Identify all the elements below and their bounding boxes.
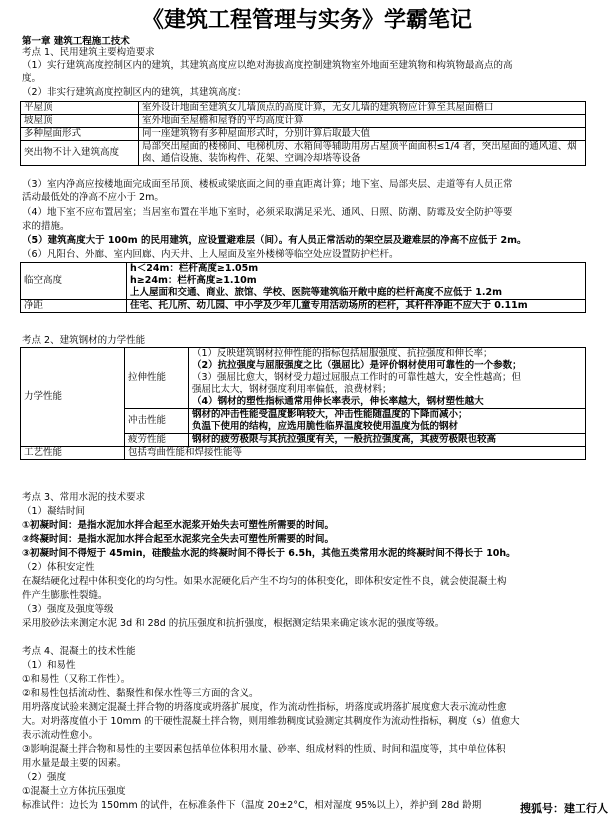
paragraph: （2）强度 — [22, 772, 67, 783]
table-cell: 净距 — [21, 300, 127, 313]
watermark: 搜狐号：建工行人 — [520, 802, 608, 815]
table-cell: 平屋顶 — [21, 102, 139, 115]
paragraph: （2）体积安定性 — [22, 562, 95, 573]
table-line: （3）强屈比愈大，钢材受力超过屈服点工作时的可靠性越大，安全性越高；但 — [192, 372, 522, 383]
table-cell: 局部突出屋面的楼梯间、电梯机房、水箱间等辅助用房占屋顶平面面积≤1/4 者，突出屋面的通风道、烟囱、通信设施、装饰构件、花架、空调冷却塔等设备 — [139, 141, 586, 166]
paragraph: ①初凝时间：是指水泥加水拌合起至水泥浆开始失去可塑性所需要的时间。 — [22, 520, 335, 531]
paragraph: （3）强度及强度等级 — [22, 604, 114, 615]
table-line: 强屈比太大，钢材强度利用率偏低，浪费材料； — [192, 384, 392, 395]
section-heading: 考点 3、常用水泥的技术要求 — [22, 492, 146, 503]
paragraph: 活动最低处的净高不应小于 2m。 — [22, 192, 164, 203]
table-cell: 住宅、托儿所、幼儿园、中小学及少年儿童专用活动场所的栏杆，其杆件净距不应大于 0.11m — [127, 300, 586, 313]
paragraph: （1）实行建筑高度控制区内的建筑，其建筑高度应以绝对海拔高度控制建筑物室外地面至建筑物和构筑物最高点的高 — [22, 60, 513, 71]
table-line: 上人屋面和交通、商业、旅馆、学校、医院等建筑临开敞中庭的栏杆高度不应低于 1.2m — [130, 287, 503, 298]
paragraph: ②和易性包括流动性、黏聚性和保水性等三方面的含义。 — [22, 688, 259, 699]
table-cell: 坡屋顶 — [21, 115, 139, 128]
paragraph: 求的措施。 — [22, 221, 70, 232]
paragraph: （4）地下室不应布置居室；当居室布置在半地下室时，必须采取满足采光、通风、日照、防潮、防霉及安全防护等要 — [22, 207, 513, 218]
paragraph: 大。对坍落度值小于 10mm 的干硬性混凝土拌合物，则用维勃稠度试验测定其稠度作为流动性指标，稠度（s）值愈大 — [22, 716, 520, 727]
paragraph: 在凝结硬化过程中体积变化的均匀性。如果水泥硬化后产生不均匀的体积变化，即体积安定性不良，就会使混凝土构 — [22, 576, 507, 587]
paragraph: （1）凝结时间 — [22, 506, 86, 517]
paragraph: （5）建筑高度大于 100m 的民用建筑，应设置避难层（间）。有人员正常活动的架空层及避难层的净高不应低于 2m。 — [22, 235, 527, 246]
table-row — [21, 141, 586, 166]
paragraph: 用水量是最主要的因素。 — [22, 758, 127, 769]
building-height-table — [20, 101, 586, 166]
table-row — [21, 447, 586, 460]
table-cell: 包括弯曲性能和焊接性能等 — [125, 447, 586, 460]
table-cell: 多种屋面形式 — [21, 128, 139, 141]
table-cell — [127, 263, 586, 300]
table-cell: 钢材的疲劳极限与其抗拉强度有关，一般抗拉强度高，其疲劳极限也较高 — [189, 434, 586, 447]
paragraph: 件产生膨胀性裂缝。 — [22, 590, 108, 601]
paragraph: 标准试件：边长为 150mm 的试件，在标准条件下（温度 20±2°C，相对湿度 95%以上），养护到 28d 龄期 — [22, 800, 482, 811]
table-cell: 同一座建筑物有多种屋面形式时，分别计算后取最大值 — [139, 128, 586, 141]
paragraph: ③影响混凝土拌合物和易性的主要因素包括单位体积用水量、砂率、组成材料的性质、时间和温度等，其中单位体积 — [22, 744, 506, 755]
table-row — [21, 263, 586, 300]
railing-table — [20, 262, 586, 313]
table-cell — [189, 348, 586, 409]
section-heading: 考点 1、民用建筑主要构造要求 — [22, 47, 155, 58]
paragraph: 采用胶砂法来测定水泥 3d 和 28d 的抗压强度和抗折强度，根据测定结果来确定该水泥的强度等级。 — [22, 618, 445, 629]
table-line: h＜24m：栏杆高度≥1.05m — [130, 263, 259, 274]
paragraph: ②终凝时间：是指水泥加水拌合起至水泥浆完全失去可塑性所需要的时间。 — [22, 534, 335, 545]
paragraph: 表示流动性愈小。 — [22, 730, 99, 741]
section-heading: 考点 4、混凝土的技术性能 — [22, 646, 136, 657]
chapter-heading: 第一章 建筑工程施工技术 — [22, 36, 130, 47]
table-cell: 室外设计地面至建筑女儿墙顶点的高度计算，无女儿墙的建筑物应计算至其屋面檐口 — [139, 102, 586, 115]
table-cell: 室外地面至屋檐和屋脊的平均高度计算 — [139, 115, 586, 128]
table-cell: 力学性能 — [21, 348, 125, 447]
table-cell: 疲劳性能 — [125, 434, 189, 447]
table-line: （4）钢材的塑性指标通常用伸长率表示，伸长率越大，钢材塑性越大 — [192, 396, 484, 407]
steel-properties-table — [20, 347, 586, 460]
table-line: （1）反映建筑钢材拉伸性能的指标包括屈服强度、抗拉强度和伸长率； — [192, 348, 493, 359]
section-heading: 考点 2、建筑钢材的力学性能 — [22, 335, 146, 346]
table-row — [21, 300, 586, 313]
table-cell: 临空高度 — [21, 263, 127, 300]
table-line: 负温下使用的结构，应选用脆性临界温度较使用温度为低的钢材 — [192, 421, 459, 432]
table-line: 钢材的冲击性能受温度影响较大，冲击性能随温度的下降而减小； — [192, 409, 468, 420]
paragraph: （3）室内净高应按楼地面完成面至吊顶、楼板或梁底面之间的垂直距离计算；地下室、局部夹层、走道等有人员正常 — [22, 179, 513, 190]
table-line: （2）抗拉强度与屈服强度之比（强屈比）是评价钢材使用可靠性的一个参数； — [192, 360, 522, 371]
table-cell: 工艺性能 — [21, 447, 125, 460]
table-row — [21, 102, 586, 115]
paragraph: 度。 — [22, 73, 42, 84]
paragraph: （2）非实行建筑高度控制区内的建筑，其建筑高度： — [22, 87, 247, 98]
paragraph: （6）凡阳台、外廊、室内回廊、内天井、上人屋面及室外楼梯等临空处应设置防护栏杆。 — [22, 249, 399, 260]
table-row — [21, 115, 586, 128]
table-row — [21, 128, 586, 141]
table-cell: 拉伸性能 — [125, 348, 189, 409]
paragraph: （1）和易性 — [22, 660, 76, 671]
paragraph: ①和易性（又称工作性）。 — [22, 674, 131, 685]
paragraph: 用坍落度试验来测定混凝土拌合物的坍落度或坍落扩展度，作为流动性指标，坍落度或坍落扩展度愈大表示流动性愈 — [22, 702, 507, 713]
table-row — [21, 348, 586, 409]
table-cell: 突出物不计入建筑高度 — [21, 141, 139, 166]
paragraph: ③初凝时间不得短于 45min，硅酸盐水泥的终凝时间不得长于 6.5h，其他五类常用水泥的终凝时间不得长于 10h。 — [22, 548, 516, 559]
document-title: 《建筑工程管理与实务》学霸笔记 — [141, 7, 472, 33]
table-cell: 冲击性能 — [125, 409, 189, 434]
paragraph: ①混凝土立方体抗压强度 — [22, 786, 126, 797]
table-line: h≥24m：栏杆高度≥1.10m — [130, 275, 257, 286]
table-cell — [189, 409, 586, 434]
